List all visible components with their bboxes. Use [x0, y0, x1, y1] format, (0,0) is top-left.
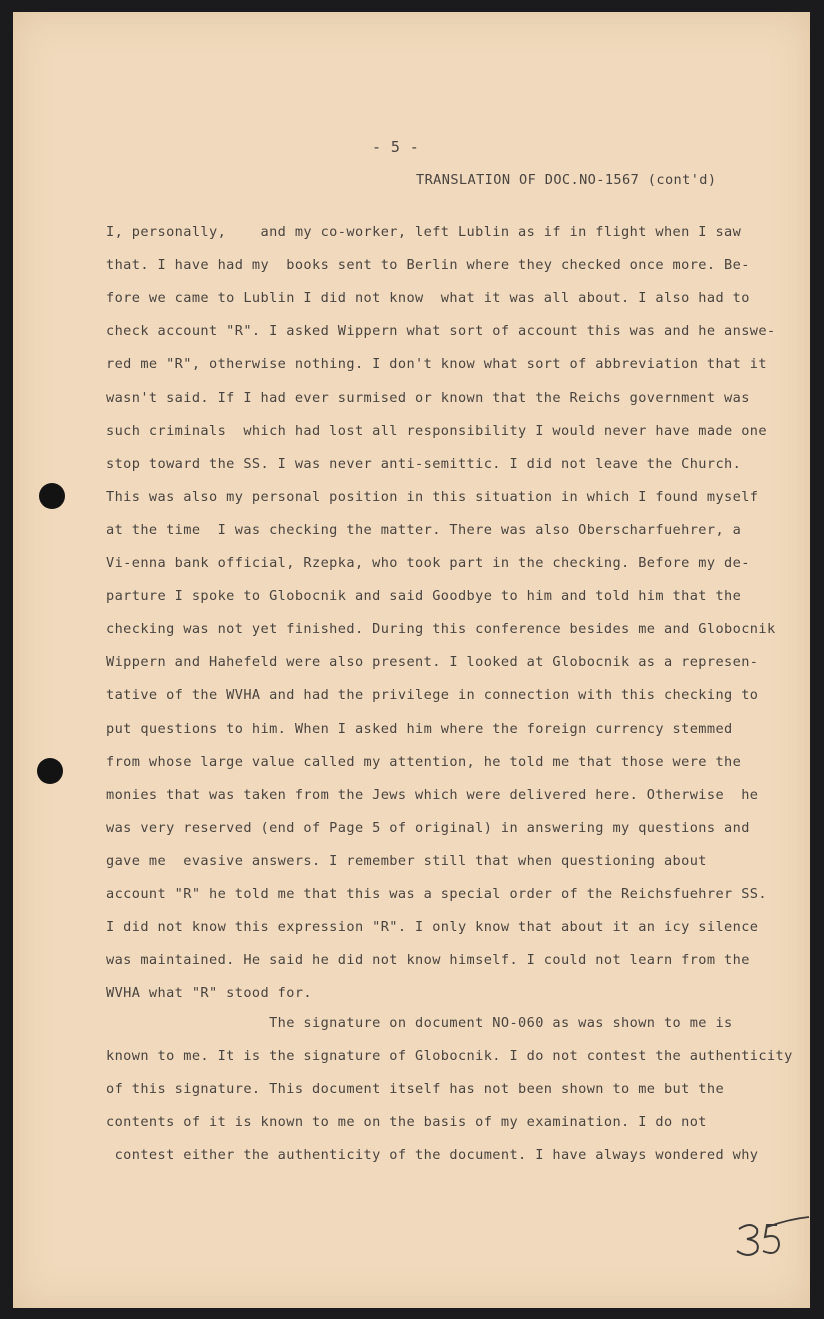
- body-line: was very reserved (end of Page 5 of original) in answering my questions and: [106, 819, 750, 836]
- body-line: I did not know this expression "R". I only know that about it an icy silence: [106, 919, 759, 936]
- document-heading: TRANSLATION OF DOC.NO-1567 (cont'd): [416, 172, 717, 188]
- body-line: stop toward the SS. I was never anti-semittic. I did not leave the Church.: [106, 455, 742, 472]
- punch-hole-top: [39, 483, 65, 509]
- punch-hole-bottom: [37, 758, 63, 784]
- body-line: WVHA what "R" stood for.: [106, 985, 313, 1002]
- body-line: checking was not yet finished. During this conference besides me and Globocnik: [106, 621, 776, 638]
- page-number: - 5 -: [372, 138, 420, 156]
- body-line: that. I have had my books sent to Berlin where they checked once more. Be-: [106, 257, 750, 274]
- body-line: wasn't said. If I had ever surmised or known that the Reichs government was: [106, 389, 750, 406]
- body-line: contest either the authenticity of the document. I have always wondered why: [106, 1147, 759, 1164]
- body-line: check account "R". I asked Wippern what sort of account this was and he answe-: [106, 323, 776, 340]
- body-line: parture I spoke to Globocnik and said Goodbye to him and told him that the: [106, 588, 742, 605]
- body-line: Vi-enna bank official, Rzepka, who took part in the checking. Before my de-: [106, 555, 750, 571]
- body-line: Wippern and Hahefeld were also present. I looked at Globocnik as a represen-: [106, 654, 759, 671]
- document-page: [13, 12, 810, 1308]
- body-line: I, personally, and my co-worker, left Lublin as if in flight when I saw: [106, 224, 742, 240]
- body-line: from whose large value called my attention, he told me that those were the: [106, 753, 742, 770]
- body-line: gave me evasive answers. I remember still that when questioning about: [106, 852, 707, 869]
- body-line: red me "R", otherwise nothing. I don't know what sort of abbreviation that it: [106, 356, 767, 373]
- body-line: of this signature. This document itself has not been shown to me but the: [106, 1081, 725, 1098]
- body-line: contents of it is known to me on the basis of my examination. I do not: [106, 1114, 707, 1131]
- body-line: fore we came to Lublin I did not know what it was all about. I also had to: [106, 290, 750, 307]
- body-line: put questions to him. When I asked him where the foreign currency stemmed: [106, 720, 733, 737]
- body-line: was maintained. He said he did not know himself. I could not learn from the: [106, 952, 750, 969]
- body-line: monies that was taken from the Jews which were delivered here. Otherwise he: [106, 786, 759, 803]
- body-line: This was also my personal position in this situation in which I found myself: [106, 488, 759, 505]
- body-line: tative of the WVHA and had the privilege in connection with this checking to: [106, 687, 759, 704]
- handwritten-page-mark: [731, 1207, 811, 1267]
- body-line: known to me. It is the signature of Globocnik. I do not contest the authenticity: [106, 1048, 793, 1065]
- body-line: such criminals which had lost all responsibility I would never have made one: [106, 422, 767, 439]
- body-line: at the time I was checking the matter. There was also Oberscharfuehrer, a: [106, 521, 742, 538]
- body-line: The signature on document NO-060 as was shown to me is: [106, 1015, 733, 1031]
- body-line: account "R" he told me that this was a special order of the Reichsfuehrer SS.: [106, 886, 767, 902]
